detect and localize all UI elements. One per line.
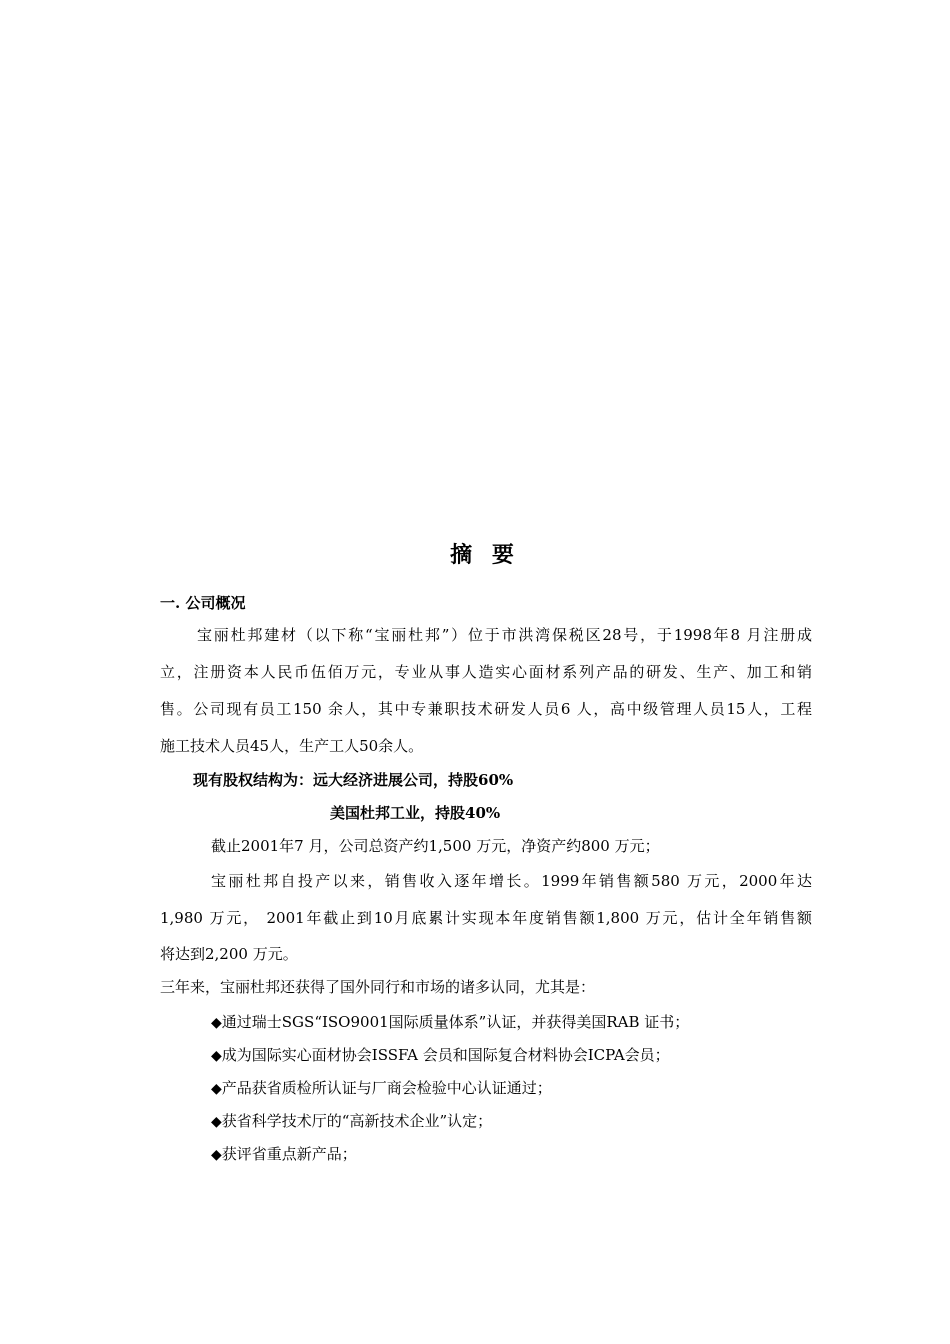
diamond-bullet-icon: ◆ [211, 1081, 222, 1097]
bullet-item [211, 1045, 670, 1066]
bullet-text: 获评省重点新产品； [221, 1145, 357, 1163]
page-title: 摘 要 [450, 542, 520, 568]
assets-line: 截止2001年7 月，公司总资产约1,500 万元，净资产约800 万元； [211, 837, 660, 855]
intro-line-1: 宝丽杜邦建材（以下称“宝丽杜邦”）位于市洪湾保税区28号，于1998年8 月注册成 [197, 626, 812, 644]
bullet-text: 产品获省质检所认证与厂商会检验中心认证通过； [221, 1079, 552, 1097]
diamond-bullet-icon: ◆ [211, 1048, 222, 1064]
intro-line-4: 施工技术人员45人，生产工人50余人。 [160, 737, 424, 755]
bullet-text: 获省科学技术厅的“高新技术企业”认定； [221, 1112, 493, 1130]
bullet-item [211, 1144, 357, 1165]
bullet-item [211, 1078, 552, 1099]
bullet-text: 通过瑞士SGS“ISO9001国际质量体系”认证，并获得美国RAB 证书； [221, 1013, 690, 1031]
intro-line-3: 售。公司现有员工150 余人，其中专兼职技术研发人员6 人，高中级管理人员15人，工程 [160, 700, 812, 718]
diamond-bullet-icon: ◆ [211, 1147, 222, 1163]
bullet-text: 成为国际实心面材协会ISSFA 会员和国际复合材料协会ICPA会员； [221, 1046, 670, 1064]
sales-line-2: 1,980 万元， 2001年截止到10月底累计实现本年度销售额1,800 万元，估计全年销售额 [160, 909, 812, 927]
section-heading: 一. 公司概况 [160, 594, 246, 612]
diamond-bullet-icon: ◆ [211, 1015, 222, 1031]
diamond-bullet-icon: ◆ [211, 1114, 222, 1130]
recognition-intro: 三年来，宝丽杜邦还获得了国外同行和市场的诸多认同，尤其是： [160, 978, 596, 996]
sales-line-3: 将达到2,200 万元。 [160, 945, 298, 963]
equity-line-1: 现有股权结构为：远大经济进展公司，持股60% [193, 771, 514, 789]
bullet-item [211, 1012, 689, 1033]
intro-line-2: 立，注册资本人民币伍佰万元，专业从事人造实心面材系列产品的研发、生产、加工和销 [160, 663, 812, 681]
bullet-item [211, 1111, 492, 1132]
sales-line-1: 宝丽杜邦自投产以来，销售收入逐年增长。1999年销售额580 万元，2000年达 [211, 872, 812, 890]
equity-line-2: 美国杜邦工业，持股40% [330, 804, 501, 822]
